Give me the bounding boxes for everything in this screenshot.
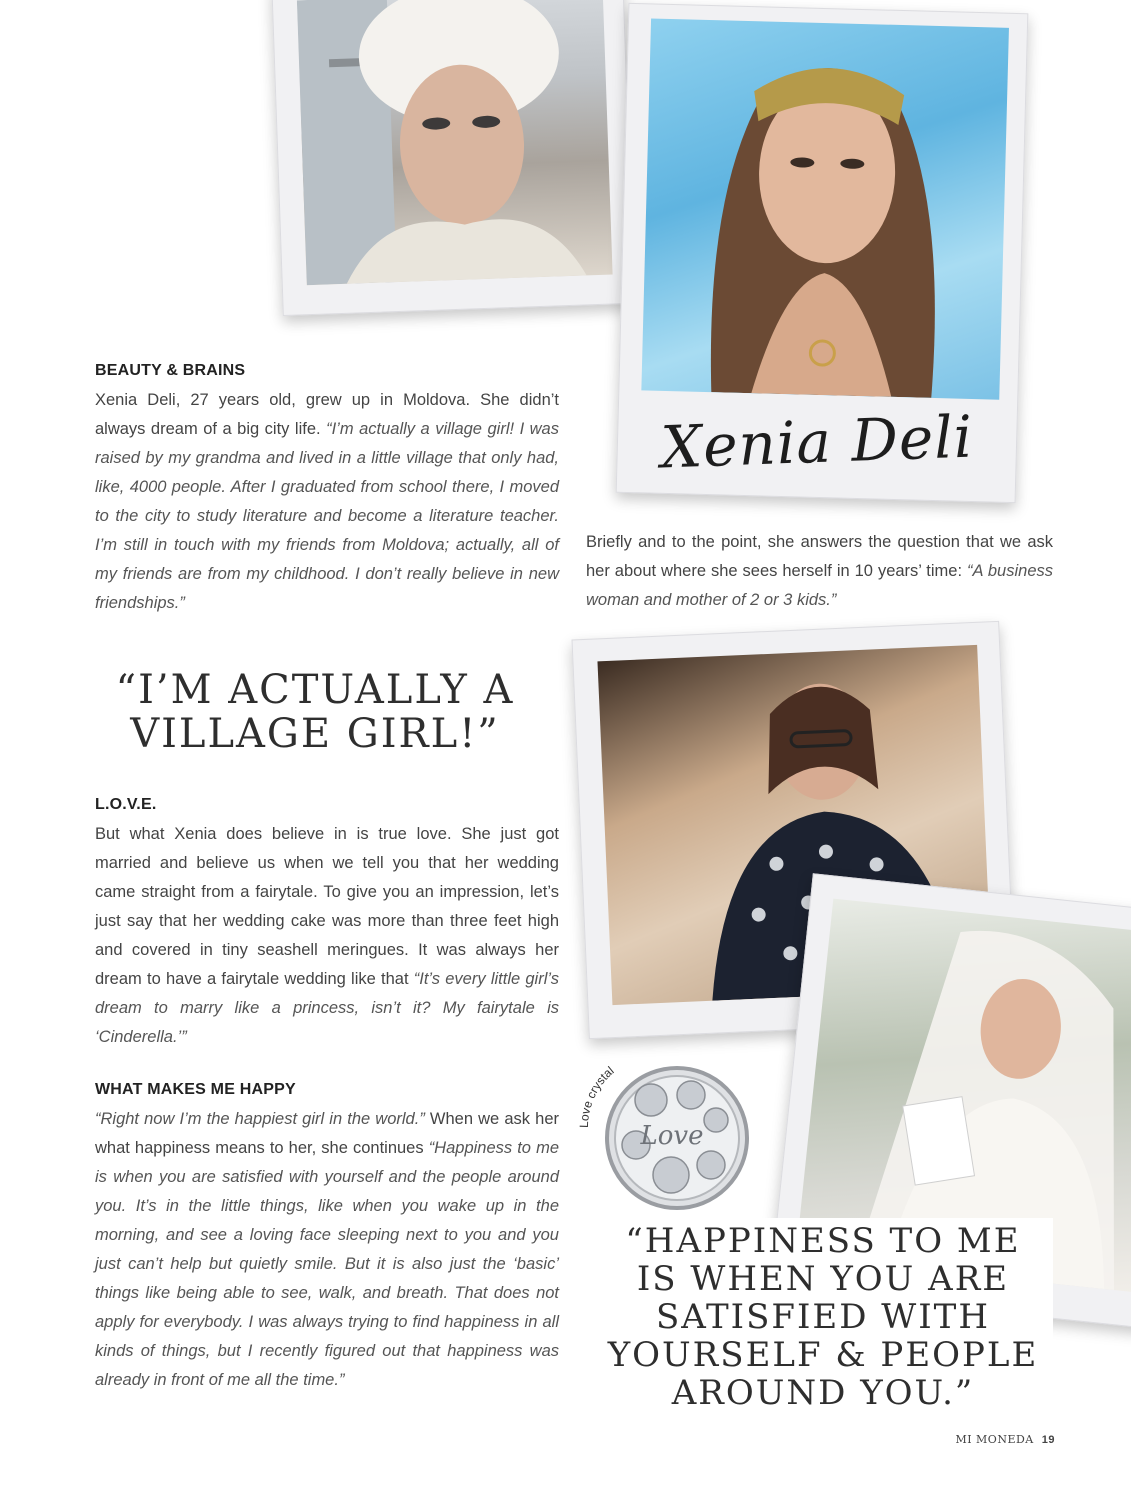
heading-love: L.O.V.E. [95,796,157,813]
pull-quote-2-line-2: IS WHEN YOU ARE [636,1259,1010,1299]
love-crystal-pendant [566,1040,766,1220]
section-happy [95,1081,559,1395]
towel-selfie-photo [297,0,613,285]
beauty-paragraph [95,386,559,618]
magazine-name: MI MONEDA [955,1433,1034,1446]
section-love [95,796,559,1052]
signature-name: Xenia Deli [659,402,975,482]
polaroid-towel-photo [271,0,634,316]
future-paragraph [586,528,1053,615]
happy-quote-2: “Happiness to me is when you are satisfied with yourself and the people around you. It’s in the little things, like when you wake up in the morning, and see a loving face sleeping next to you and you just can’t help but quietly smile. But it is also just the ‘basic’ things like being able to see, walk, and breath. That does not apply for everybody. I was always trying to find happiness in all kinds of things, but I recently figured out that happiness was already in front of me all the time.” [95,1139,559,1389]
pendant-script: Love [640,1121,704,1151]
heading-beauty-brains: BEAUTY & BRAINS [95,362,246,379]
beauty-quote-text: “I’m actually a village girl! I was raised by my grandma and lived in a little village that only had, like, 4000 people. After I graduated from school there, I moved to the city to study literature and become a literature teacher. I’m still in touch with my friends from Moldova; actually, all of my friends are from my childhood. I don’t really believe in new friendships.” [95,420,559,612]
towel-selfie-illustration [297,0,613,285]
love-paragraph [95,820,559,1052]
pendant-illustration [566,1040,766,1220]
pull-quote-2-line-1: “HAPPINESS TO ME [625,1221,1021,1261]
pull-quote-2-line-3: SATISFIED WITH [656,1297,990,1337]
pull-quote-2-line-4: YOURSELF & PEOPLE [607,1335,1039,1375]
love-quote-text: “It’s every little girl’s dream to marry like a princess, isn’t it? My fairytale is ‘Cinderella.’” [95,970,559,1046]
happy-paragraph [95,1105,559,1395]
pull-quote-village-girl [95,668,535,756]
page-footer [955,1433,1055,1446]
future-text: Briefly and to the point, she answers the question that we ask her about where she sees herself in 10 years’ time: [586,533,1053,580]
future-quote-text: “A business woman and mother of 2 or 3 kids.” [586,562,1054,609]
happy-text: When we ask her what happiness means to her, she continues [95,1110,559,1157]
page-number: 19 [1041,1434,1055,1446]
section-future [586,528,1053,615]
heading-what-makes-me-happy: WHAT MAKES ME HAPPY [95,1081,296,1098]
happy-quote-1: “Right now I’m the happiest girl in the world.” [95,1110,425,1128]
pull-quote-1-line-1: “I’M ACTUALLY A [115,667,515,713]
pull-quote-2-line-5: AROUND YOU.” [671,1373,975,1413]
love-text: But what Xenia does believe in is true love. She just got married and believe us when we tell you that her wedding came straight from a fairytale. To give you an impression, let’s just say that her wedding cake was more than three feet high and covered in tiny seashell meringues. It was always her dream to have a fairytale wedding like that [95,825,559,988]
section-beauty-brains [95,362,559,618]
headband-portrait-photo [641,18,1009,399]
headband-portrait-illustration [641,18,1009,399]
pull-quote-happiness [593,1222,1053,1412]
beauty-intro-text: Xenia Deli, 27 years old, grew up in Moldova. She didn’t always dream of a big city life. [95,391,559,438]
pull-quote-1-line-2: VILLAGE GIRL!” [130,711,500,757]
pendant-caption: Love crystal [576,1063,617,1129]
